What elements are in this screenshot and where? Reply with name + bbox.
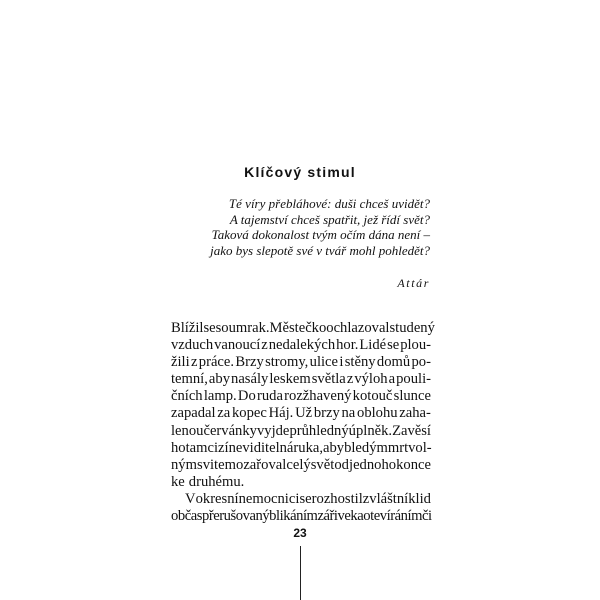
word: druhému.: [188, 473, 245, 490]
word: oblohu: [357, 405, 398, 422]
word: konce: [396, 456, 431, 473]
word: aby: [323, 439, 345, 456]
epigraph: [175, 196, 430, 258]
word: zářivek: [317, 508, 358, 525]
epigraph-line: A tajemství chceš spatřit, jež řídí svět?: [229, 211, 430, 227]
page-divider-line: [300, 546, 301, 600]
text-line: [171, 474, 431, 491]
epigraph-line: Taková dokonalost tvým očím dána není –: [211, 227, 430, 243]
text-line: [171, 423, 431, 440]
epigraph-line: jako bys slepotě své v tvář mohl pohledět?: [210, 242, 430, 258]
word: ochlazoval: [326, 320, 390, 336]
word: se: [387, 337, 400, 354]
word: nemocnici: [238, 490, 300, 507]
word: ruda: [257, 388, 283, 405]
word: tam: [185, 439, 208, 456]
word: práce.: [198, 354, 235, 371]
word: ruka,: [293, 439, 323, 456]
word: kopec: [232, 405, 267, 422]
word: na: [341, 405, 356, 422]
word: brzy: [313, 405, 340, 422]
word: hor.: [336, 337, 359, 354]
word: Městečko: [269, 320, 327, 336]
word: výloh: [354, 371, 388, 388]
word: soumrak.: [215, 320, 270, 336]
word: studený: [389, 320, 435, 336]
word: rozhostil: [311, 490, 363, 507]
word: rozžhavený: [284, 388, 352, 405]
text-line: [171, 371, 431, 388]
word: a: [357, 508, 364, 525]
word: jednoho: [349, 456, 397, 473]
word: i: [339, 354, 344, 371]
word: vzduch: [171, 337, 214, 354]
word: bledým: [344, 439, 388, 456]
word: nasály: [231, 371, 269, 388]
word: V: [185, 490, 196, 507]
word: klid: [408, 490, 431, 507]
word: přerušovaný: [201, 508, 270, 525]
word: Lidé: [359, 337, 387, 354]
word: ho: [171, 439, 186, 456]
word: se: [299, 490, 312, 507]
word: temní,: [171, 371, 208, 388]
word: vanoucí: [214, 337, 261, 354]
word: žili: [171, 354, 190, 371]
word: ným: [171, 456, 197, 473]
text-line: [171, 440, 431, 457]
word: Blížil: [171, 320, 204, 336]
word: lenou: [171, 422, 204, 439]
word: domů: [376, 354, 411, 371]
word: zaha-: [399, 405, 431, 422]
word: okresní: [195, 490, 239, 507]
word: ke: [171, 473, 185, 490]
text-line: [171, 405, 431, 422]
word: zapadal: [171, 405, 216, 422]
word: stěny: [344, 354, 376, 371]
text-line: [171, 354, 431, 371]
text-line: [171, 491, 431, 508]
text-line: [171, 457, 431, 474]
word: plou-: [400, 337, 431, 354]
word: Do: [237, 388, 256, 405]
word: z: [261, 337, 268, 354]
word: od: [334, 456, 349, 473]
word: pouli-: [396, 371, 431, 388]
word: vyjde: [256, 422, 290, 439]
word: ulice: [309, 354, 339, 371]
word: světla: [311, 371, 346, 388]
word: červánky: [203, 422, 257, 439]
word: nedalekých: [268, 337, 336, 354]
word: čních: [171, 388, 203, 405]
word: z: [190, 354, 198, 371]
text-line: [171, 320, 435, 337]
word: za: [217, 405, 231, 422]
word: lamp.: [203, 388, 237, 405]
word: otevíráním: [363, 508, 423, 525]
word: slunce: [393, 388, 431, 405]
word: a: [388, 371, 396, 388]
text-line: [171, 337, 431, 354]
word: průhledný: [289, 422, 349, 439]
word: leskem: [269, 371, 311, 388]
word: zvláštní: [362, 490, 409, 507]
word: svět: [310, 456, 335, 473]
word: blikáním: [269, 508, 318, 525]
chapter-title: Klíčový stimul: [244, 164, 356, 180]
word: svitem: [197, 456, 236, 473]
word: Háj.: [268, 405, 294, 422]
word: aby: [208, 371, 230, 388]
word: po-: [411, 354, 431, 371]
word: neviditelná: [228, 439, 294, 456]
text-line: [171, 388, 431, 405]
word: celý: [286, 456, 311, 473]
epigraph-author: Attár: [397, 276, 430, 290]
word: stromy,: [265, 354, 309, 371]
word: se: [203, 320, 216, 336]
word: úplněk.: [348, 422, 393, 439]
epigraph-line: Té víry přebláhové: duši chceš uvidět?: [228, 196, 430, 211]
text-line: [171, 508, 431, 525]
word: cizí: [207, 439, 229, 456]
page-number: 23: [293, 526, 307, 540]
word: kotouč: [352, 388, 393, 405]
word: Brzy: [235, 354, 264, 371]
word: ozařoval: [236, 456, 287, 473]
word: občas: [171, 508, 202, 525]
word: z: [346, 371, 354, 388]
body-text: [171, 320, 435, 525]
word: či: [422, 508, 432, 525]
word: mrtvol-: [387, 439, 432, 456]
word: Už: [295, 405, 313, 422]
word: Zavěsí: [392, 422, 431, 439]
